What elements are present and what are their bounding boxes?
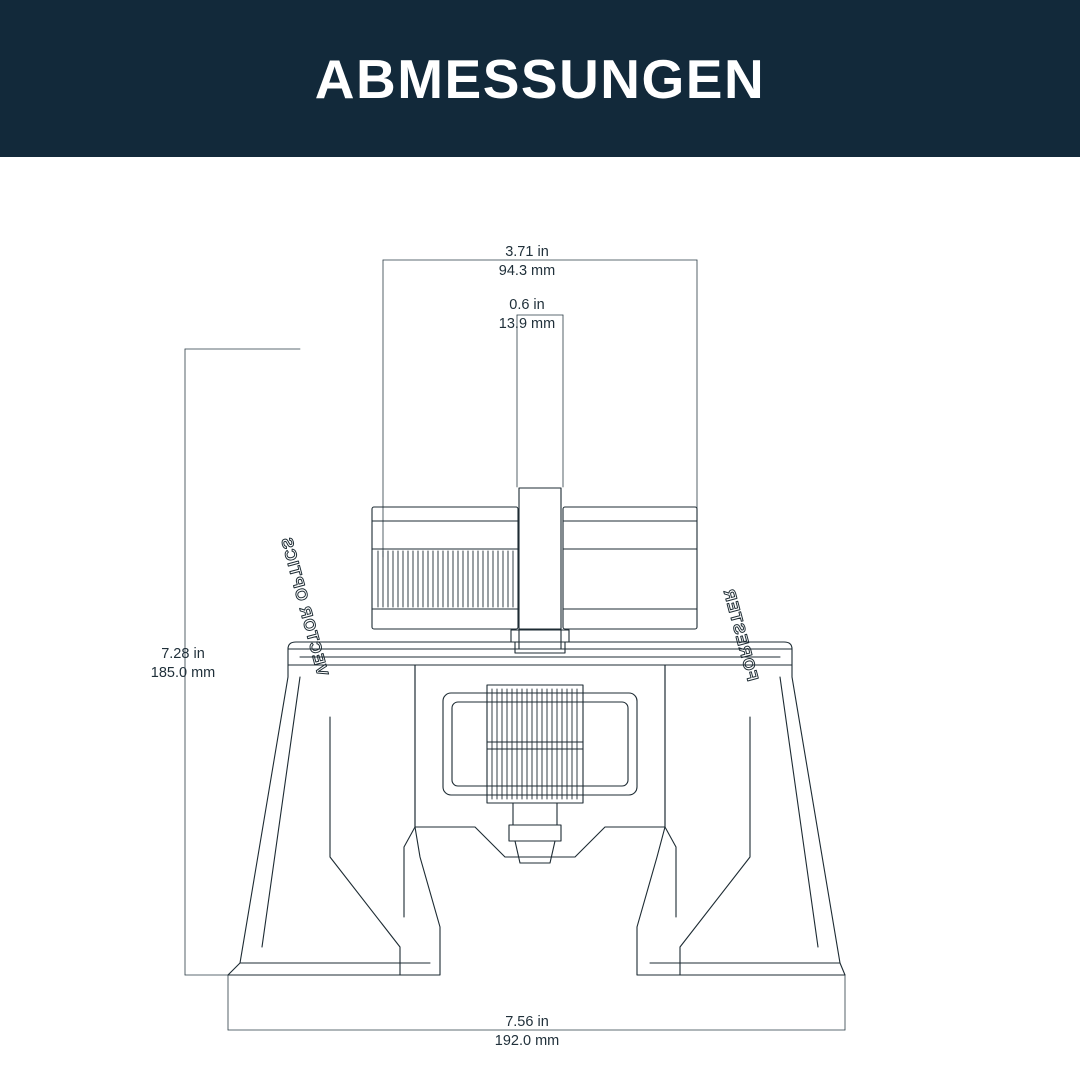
left-eyepiece — [372, 507, 518, 629]
svg-text:FORESTER: FORESTER — [719, 586, 761, 684]
right-barrel — [637, 665, 845, 975]
focus-knob-assembly — [415, 665, 665, 863]
focus-knob-knurl — [492, 689, 577, 799]
brand-text-right — [720, 587, 761, 683]
total-height-mm: 185.0 mm — [150, 665, 216, 682]
top-width-inches: 3.71 in — [505, 244, 549, 260]
left-barrel — [228, 665, 440, 975]
dimension-label-bridge-width — [467, 296, 587, 334]
total-width-inches: 7.56 in — [505, 1014, 549, 1030]
bridge-width-mm: 13.9 mm — [498, 316, 556, 333]
page-title: ABMESSUNGEN — [314, 47, 766, 110]
top-width-mm: 94.3 mm — [498, 263, 556, 280]
total-height-inches: 7.28 in — [161, 646, 205, 662]
dimension-label-total-width — [467, 1013, 587, 1051]
focus-shaft-top — [511, 488, 569, 653]
dimension-label-top-width — [467, 243, 587, 281]
bridge-width-inches: 0.6 in — [509, 297, 545, 313]
total-width-mm: 192.0 mm — [494, 1033, 560, 1050]
diagram-area — [0, 157, 1080, 1080]
right-eyepiece — [563, 507, 697, 629]
dimension-label-total-height — [128, 645, 238, 683]
header-bar — [0, 0, 1080, 157]
svg-text:VECTOR OPTICS: VECTOR OPTICS — [277, 535, 331, 679]
